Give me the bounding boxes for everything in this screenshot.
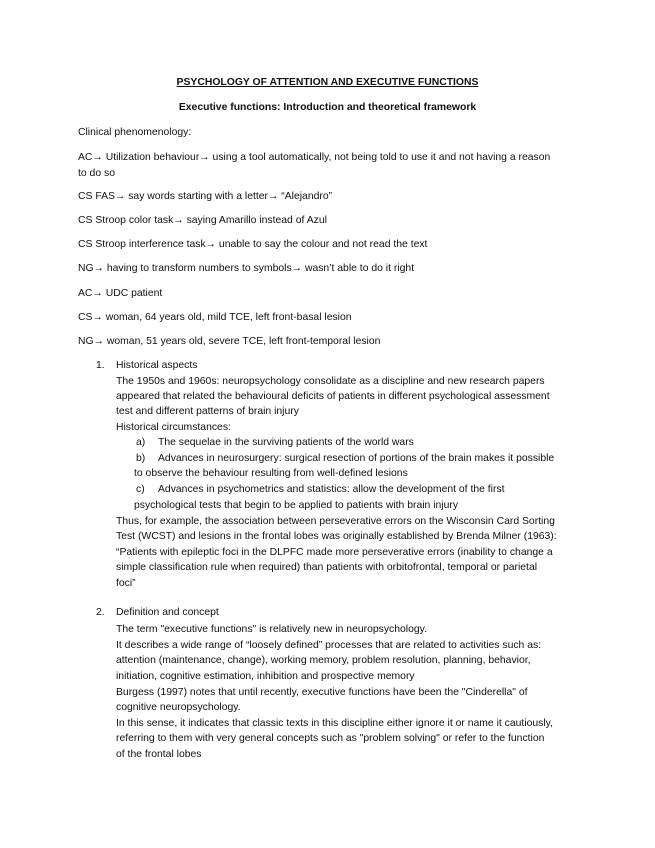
clinical-line: to do so <box>78 168 115 179</box>
section-2-line: referring to them with very general concepts such as "problem solving" or refer to the function <box>116 733 545 744</box>
list-item-continuation: psychological tests that begin to be applied to patients with brain injury <box>134 500 459 511</box>
list-item <box>116 451 579 467</box>
section-2-line: cognitive neuropsychology. <box>116 702 241 713</box>
section-1-line: “Patients with epileptic foci in the DLPFC made more perseverative errors (inability to change a <box>116 547 553 558</box>
list-item-label: b) <box>136 453 146 464</box>
clinical-line: AC→ Utilization behaviour→ using a tool automatically, not being told to use it and not having a reason <box>78 152 551 163</box>
section-1-line: Thus, for example, the association between perseverative errors on the Wisconsin Card Sorting <box>116 516 555 527</box>
list-item-label: a) <box>136 437 146 448</box>
section-1-line: foci” <box>116 578 136 589</box>
section-2-line: of the frontal lobes <box>116 749 202 760</box>
section-2-line: The term "executive functions" is relatively new in neuropsychology. <box>116 624 427 635</box>
section-1-line: The 1950s and 1960s: neuropsychology consolidate as a discipline and new research papers <box>116 376 545 387</box>
section-2-line: attention (maintenance, change), working memory, problem resolution, planning, behavior, <box>116 655 531 666</box>
section-1-line: appeared that related the behavioural deficits of patients in different psychological assessment <box>116 391 550 402</box>
section-2-line: It describes a wide range of “loosely defined” processes that are related to activities such as: <box>116 640 542 651</box>
section-1-heading: Historical aspects <box>116 360 198 371</box>
section-2-number: 2. <box>96 607 105 618</box>
clinical-line: CS Stroop interference task→ unable to say the colour and not read the text <box>78 239 428 250</box>
clinical-line: CS FAS→ say words starting with a letter→ “Alejandro” <box>78 191 333 202</box>
section-1-number: 1. <box>96 360 105 371</box>
clinical-line: NG→ woman, 51 years old, severe TCE, left front-temporal lesion <box>78 336 381 347</box>
list-item <box>116 435 579 451</box>
section-1-line: simple classification rule when required) than patients with orbitofrontal, temporal or parietal <box>116 562 538 573</box>
document-subtitle: Executive functions: Introduction and theoretical framework <box>178 102 477 113</box>
list-item-text: The sequelae in the surviving patients of the world wars <box>158 437 414 448</box>
clinical-line: CS Stroop color task→ saying Amarillo instead of Azul <box>78 215 327 226</box>
section-2-line: In this sense, it indicates that classic texts in this discipline either ignore it or name it cautiously, <box>116 718 553 729</box>
clinical-line: CS→ woman, 64 years old, mild TCE, left front-basal lesion <box>78 312 352 323</box>
section-2-line: initiation, cognitive estimation, inhibition and prospective memory <box>116 671 415 682</box>
list-item-continuation: to observe the behaviour resulting from well-defined lesions <box>134 468 408 479</box>
list-item <box>116 482 579 498</box>
clinical-line: NG→ having to transform numbers to symbols→ wasn’t able to do it right <box>78 263 415 274</box>
section-2-line: Burgess (1997) notes that until recently, executive functions have been the "Cinderella" of <box>116 687 528 698</box>
section-1-line: Test (WCST) and lesions in the frontal lobes was originally established by Brenda Milner (1963): <box>116 531 557 542</box>
section-2-heading: Definition and concept <box>116 607 219 618</box>
clinical-line: AC→ UDC patient <box>78 288 163 299</box>
list-item-label: c) <box>136 484 145 495</box>
document-title: PSYCHOLOGY OF ATTENTION AND EXECUTIVE FUNCTIONS <box>176 77 479 88</box>
list-item-text: Advances in neurosurgery: surgical resection of portions of the brain makes it possible <box>158 453 555 464</box>
section-1-line: Historical circumstances: <box>116 422 231 433</box>
clinical-heading: Clinical phenomenology: <box>78 127 192 138</box>
section-1-line: test and different patterns of brain injury <box>116 406 299 417</box>
list-item-text: Advances in psychometrics and statistics: allow the development of the first <box>158 484 505 495</box>
